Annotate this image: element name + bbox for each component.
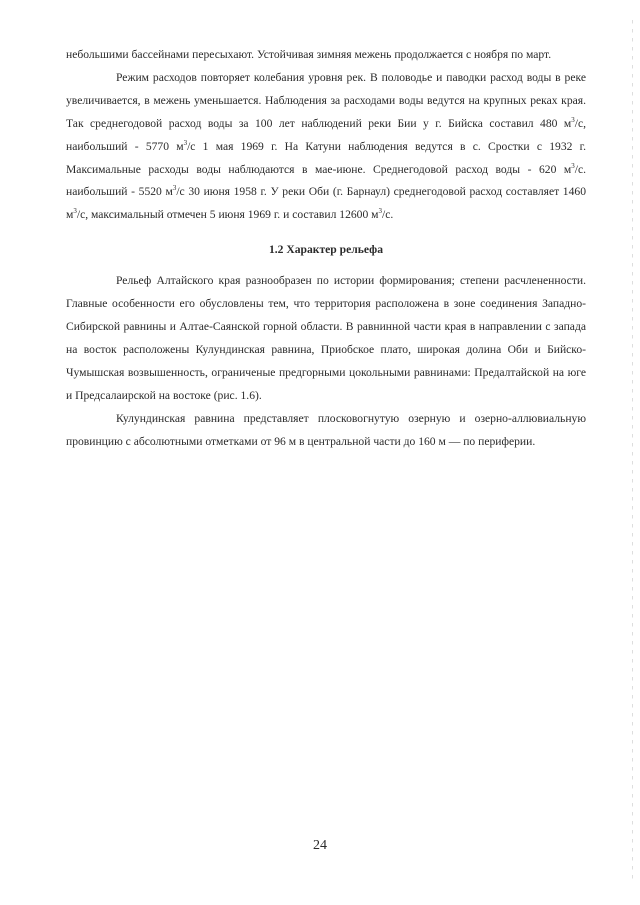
text-run: /с, максимальный отмечен 5 июня 1969 г. и составил 12600 м: [76, 208, 379, 222]
section-heading: 1.2 Характер рельефа: [268, 243, 383, 257]
paragraph-discharge: [66, 67, 586, 227]
paragraph-continuation: небольшими бассейнами пересыхают. Устойчивая зимняя межень продолжается с ноября по март.: [66, 48, 552, 61]
text-run: /с 30 июня 1958 г. У реки Оби (г. Барнаул) среднегодовой расход составляет 1460 м: [66, 185, 586, 222]
superscript: 3: [378, 207, 383, 216]
superscript: 3: [571, 161, 575, 170]
paragraph-relief: Рельеф Алтайского края разнообразен по истории формирования; степени расчлененности. Главные особенности его обусловлены тем, что территория расположена в зоне соединения Западно-Сибирской равнины и Алтае-Саянской горной области. В равнинной части края в направлении с запада на восток расположены Кулундинская равнина, Приобское плато, широкая долина Оби и Бийско-Чумышская возвышенность, ограниченые предгорными цокольными равнинами: Предалтайской на юге и Предсалаирской на востоке (рис. 1.6).: [66, 274, 586, 402]
page-number: 24: [313, 838, 327, 853]
text-run: /с. наибольший - 5520 м: [66, 162, 586, 199]
text-run: /с.: [382, 208, 394, 222]
text-run: /с 1 мая 1969 г. На Катуни наблюдения ведутся в с. Сростки с 1932 г. Максимальные расходы воды наблюдаются в мае-июне. Среднегодовой расход воды - 620 м: [66, 139, 586, 176]
superscript: 3: [183, 138, 188, 147]
superscript: 3: [172, 184, 177, 193]
superscript: 3: [73, 207, 77, 216]
superscript: 3: [571, 115, 575, 124]
text-run: Режим расходов повторяет колебания уровня рек. В половодье и паводки расход воды в реке увеличивается, в межень уменьшается. Наблюдения за расходами воды ведутся на крупных реках края. Так среднегодовой расход воды за 100 лет наблюдений реки Бии у г. Бийска составил 480 м: [66, 70, 586, 130]
scan-edge-artifact: [632, 20, 634, 880]
paragraph-kulunda: Кулундинская равнина представляет плосковогнутую озерную и озерно-аллювиальную провинцию с абсолютными отметками от 96 м в центральной части до 160 м — по периферии.: [66, 411, 586, 448]
main-text: [66, 44, 586, 453]
text-run: /с, наибольший - 5770 м: [66, 116, 586, 153]
